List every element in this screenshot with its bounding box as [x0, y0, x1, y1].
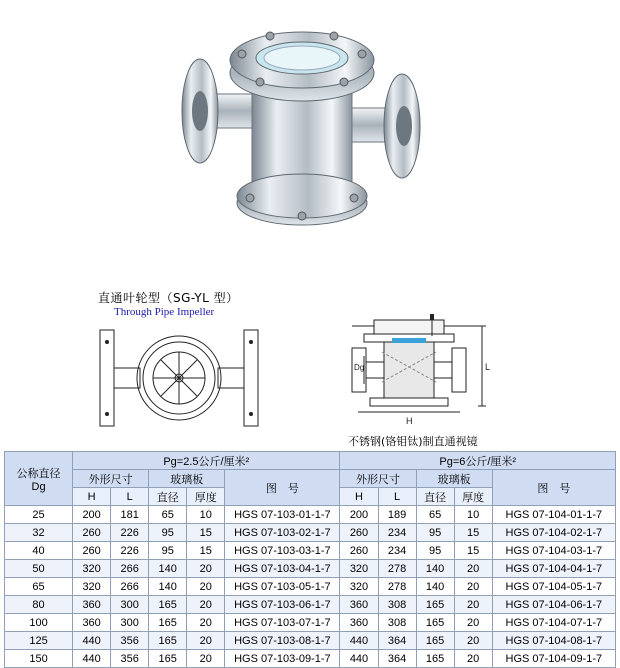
table-cell: 25	[5, 506, 73, 524]
table-cell: 260	[340, 542, 378, 560]
table-cell: 300	[111, 596, 149, 614]
table-cell: 40	[5, 542, 73, 560]
table-cell: 20	[187, 560, 225, 578]
table-row	[5, 632, 616, 650]
subheader-l: L	[111, 488, 149, 506]
table-cell: 440	[340, 632, 378, 650]
table-cell: 165	[416, 632, 454, 650]
table-cell: 95	[149, 542, 187, 560]
section-caption: 不锈钢(铬钼钛)制直通视镜	[348, 435, 478, 448]
table-cell: 360	[340, 614, 378, 632]
table-cell: 15	[454, 542, 492, 560]
table-cell: 65	[5, 578, 73, 596]
table-cell: 20	[187, 614, 225, 632]
table-cell: 200	[340, 506, 378, 524]
table-cell: 165	[149, 650, 187, 668]
subheader-diameter: 直径	[416, 488, 454, 506]
table-cell: HGS 07-103-01-1-7	[225, 506, 340, 524]
table-row	[5, 650, 616, 668]
subheader-thickness: 厚度	[187, 488, 225, 506]
subheader-outline: 外形尺寸	[340, 470, 416, 488]
table-cell: 15	[454, 524, 492, 542]
table-cell: HGS 07-103-08-1-7	[225, 632, 340, 650]
subheader-h: H	[340, 488, 378, 506]
table-row	[5, 524, 616, 542]
table-cell: 150	[5, 650, 73, 668]
table-cell: 50	[5, 560, 73, 578]
table-cell: 165	[416, 596, 454, 614]
table-cell: 95	[416, 524, 454, 542]
table-cell: 200	[73, 506, 111, 524]
table-cell: 125	[5, 632, 73, 650]
table-cell: 320	[73, 578, 111, 596]
group-header-pg25: Pg=2.5公斤/厘米²	[73, 452, 340, 470]
table-cell: 266	[111, 560, 149, 578]
table-cell: 266	[111, 578, 149, 596]
subheader-drawing: 图 号	[492, 470, 615, 506]
table-cell: 10	[187, 506, 225, 524]
table-cell: HGS 07-104-03-1-7	[492, 542, 615, 560]
table-cell: 20	[187, 632, 225, 650]
table-cell: 32	[5, 524, 73, 542]
table-cell: 20	[454, 578, 492, 596]
table-cell: 165	[416, 650, 454, 668]
subheader-drawing: 图 号	[225, 470, 340, 506]
product-title-en: Through Pipe Impeller	[114, 306, 215, 318]
dim-l-label: L	[485, 362, 491, 372]
table-cell: 15	[187, 524, 225, 542]
table-row	[5, 614, 616, 632]
table-cell: 260	[340, 524, 378, 542]
table-cell: 20	[187, 596, 225, 614]
table-cell: 320	[73, 560, 111, 578]
subheader-outline: 外形尺寸	[73, 470, 149, 488]
spec-table	[4, 451, 616, 668]
table-cell: 360	[73, 614, 111, 632]
table-row	[5, 506, 616, 524]
table-cell: 234	[378, 524, 416, 542]
table-cell: 20	[454, 614, 492, 632]
table-cell: HGS 07-104-05-1-7	[492, 578, 615, 596]
table-cell: HGS 07-104-04-1-7	[492, 560, 615, 578]
table-cell: 20	[454, 650, 492, 668]
section-drawing	[344, 312, 494, 430]
subheader-l: L	[378, 488, 416, 506]
table-cell: HGS 07-103-07-1-7	[225, 614, 340, 632]
table-cell: 140	[416, 578, 454, 596]
table-cell: 308	[378, 596, 416, 614]
table-cell: 95	[416, 542, 454, 560]
group-header-pg6: Pg=6公斤/厘米²	[340, 452, 616, 470]
table-cell: 80	[5, 596, 73, 614]
table-cell: 95	[149, 524, 187, 542]
table-cell: 440	[73, 632, 111, 650]
table-cell: 20	[187, 578, 225, 596]
impeller-drawing	[94, 322, 266, 438]
table-cell: HGS 07-103-05-1-7	[225, 578, 340, 596]
table-cell: HGS 07-103-02-1-7	[225, 524, 340, 542]
table-cell: HGS 07-104-02-1-7	[492, 524, 615, 542]
table-cell: 364	[378, 650, 416, 668]
table-cell: 278	[378, 578, 416, 596]
table-row	[5, 578, 616, 596]
table-cell: 100	[5, 614, 73, 632]
table-cell: HGS 07-104-07-1-7	[492, 614, 615, 632]
table-cell: 165	[149, 596, 187, 614]
table-cell: 360	[340, 596, 378, 614]
table-cell: HGS 07-104-09-1-7	[492, 650, 615, 668]
table-cell: 165	[149, 632, 187, 650]
table-row	[5, 596, 616, 614]
table-cell: 364	[378, 632, 416, 650]
table-cell: 226	[111, 524, 149, 542]
table-cell: 189	[378, 506, 416, 524]
table-cell: 260	[73, 524, 111, 542]
table-cell: 140	[416, 560, 454, 578]
col-header-dg: 公称直径 Dg	[5, 452, 73, 506]
table-cell: 20	[187, 650, 225, 668]
subheader-h: H	[73, 488, 111, 506]
subheader-glass: 玻璃板	[416, 470, 492, 488]
table-cell: HGS 07-104-08-1-7	[492, 632, 615, 650]
table-cell: 440	[73, 650, 111, 668]
table-cell: 10	[454, 506, 492, 524]
table-cell: 226	[111, 542, 149, 560]
table-cell: 165	[416, 614, 454, 632]
table-cell: 320	[340, 578, 378, 596]
table-cell: 181	[111, 506, 149, 524]
subheader-glass: 玻璃板	[149, 470, 225, 488]
table-cell: 234	[378, 542, 416, 560]
table-cell: HGS 07-104-01-1-7	[492, 506, 615, 524]
table-cell: 320	[340, 560, 378, 578]
table-cell: HGS 07-103-09-1-7	[225, 650, 340, 668]
table-cell: 440	[340, 650, 378, 668]
table-cell: HGS 07-103-03-1-7	[225, 542, 340, 560]
table-cell: 20	[454, 632, 492, 650]
table-cell: 65	[416, 506, 454, 524]
table-cell: 140	[149, 560, 187, 578]
table-cell: 140	[149, 578, 187, 596]
dim-dg-label: Dg	[354, 363, 365, 372]
table-cell: HGS 07-103-06-1-7	[225, 596, 340, 614]
table-cell: 308	[378, 614, 416, 632]
table-cell: 20	[454, 560, 492, 578]
table-cell: 165	[149, 614, 187, 632]
table-cell: 15	[187, 542, 225, 560]
product-title-cn: 直通叶轮型（SG-YL 型）	[98, 291, 239, 305]
table-cell: HGS 07-104-06-1-7	[492, 596, 615, 614]
table-row	[5, 542, 616, 560]
table-cell: 356	[111, 632, 149, 650]
table-cell: 260	[73, 542, 111, 560]
table-cell: 360	[73, 596, 111, 614]
table-cell: 65	[149, 506, 187, 524]
subheader-diameter: 直径	[149, 488, 187, 506]
table-cell: 356	[111, 650, 149, 668]
table-row	[5, 560, 616, 578]
table-cell: HGS 07-103-04-1-7	[225, 560, 340, 578]
product-photo	[170, 8, 440, 240]
table-cell: 300	[111, 614, 149, 632]
dim-h-label: H	[406, 416, 413, 426]
subheader-thickness: 厚度	[454, 488, 492, 506]
table-cell: 20	[454, 596, 492, 614]
table-cell: 278	[378, 560, 416, 578]
